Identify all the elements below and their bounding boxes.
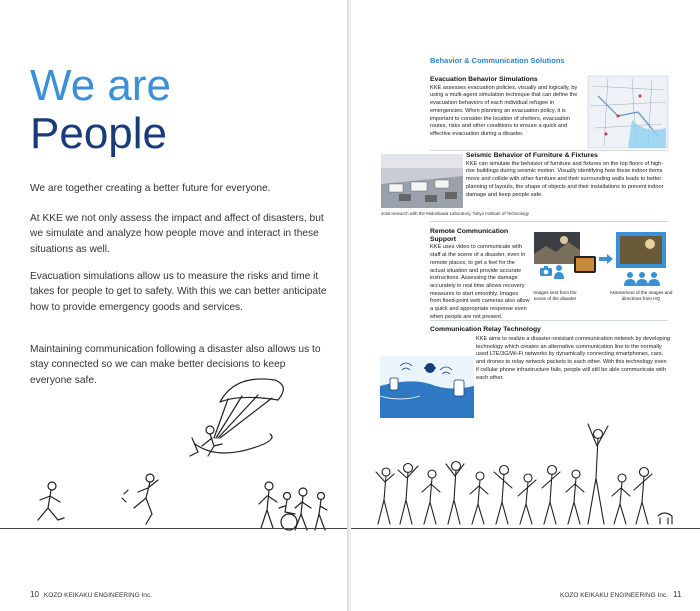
section-heading: Evacuation Behavior Simulations	[430, 76, 538, 83]
company-name: KOZO KEIKAKU ENGINEERING Inc.	[560, 592, 668, 599]
section-divider	[430, 320, 668, 321]
image-credit: Joint research with the Midorikawa Laboratory, Tokyo Institute of Technology	[381, 211, 529, 216]
arrow-right-icon	[599, 254, 613, 264]
section-heading: Communication Relay Technology	[430, 326, 541, 333]
camera-icon	[540, 266, 552, 276]
furniture-section	[466, 152, 670, 199]
page-number: 10	[30, 590, 39, 599]
page-number: 11	[673, 590, 682, 599]
ground-line	[0, 528, 349, 529]
title-line-2: People	[30, 109, 168, 158]
section-body: KKE uses video to communicate with staff at the scene of a disaster, even in remote places, to get a feel for the actual situation and provide accurate instructions. Assessing the damage accurately in real time allows recovery measures to start smoothly. Images from fixed-point web cameras also allow a quick and appropriate response even when people are not present.	[430, 244, 530, 320]
section-body: KKE assesses evacuation policies, visually and logically, by using a multi-agent simulation technique that can define the evacuation behaviors of each individual refugee in emergencies. When planning an evacuation policy, it is important to consider the location of shelters, evacuation routes, risks and other conditions to ensure a quick and effective evacuation during a disaster.	[430, 84, 578, 137]
page-title	[30, 62, 171, 158]
furniture-simulation-image	[381, 154, 463, 208]
body-paragraph: Maintaining communication following a disaster also allows us to stay connected so we can make better decisions to keep everyone safe.	[30, 344, 321, 386]
ground-line	[351, 528, 700, 529]
relay-network-diagram	[380, 356, 474, 418]
section-heading: Remote Communication Support	[430, 228, 509, 243]
company-name: KOZO KEIKAKU ENGINEERING Inc.	[43, 592, 152, 599]
page-footer	[30, 590, 152, 599]
section-title: Behavior & Communication Solutions	[430, 56, 565, 65]
hq-monitor-image	[616, 232, 666, 272]
evacuation-map-image	[588, 76, 668, 148]
crowd-illustration	[372, 420, 692, 530]
jumping-person-illustration	[120, 468, 170, 530]
tablet-image	[574, 256, 596, 273]
scene-caption: Images sent from the scene of the disaster	[533, 290, 577, 301]
person-icon	[554, 265, 564, 279]
paraglider-illustration	[180, 372, 310, 467]
hq-staff-icon	[624, 272, 660, 286]
section-divider	[430, 150, 668, 151]
running-person-illustration	[30, 480, 75, 530]
group-with-wheelchair-illustration	[255, 478, 340, 533]
section-body: KKE aims to realize a disaster-resistant communication network by developing technology which creates an alternative communication line to the normally used LTE/3G/Wi-Fi networks by dynamically connecting smartphones, cars, and drones to relay network packets to each other. With this technology even if cellular phone infrastructure fails, people will still be able communicate with each other.	[476, 336, 671, 381]
section-body: KKE can simulate the behavior of furniture and fixtures on the top floors of high-rise buildings during seismic motion. Visually identifying how these indoor items move and collide with other furniture and their surrounding walls leads to better planning of layouts, the shape of objects and their installations to prevent indoor damage and keep people safe.	[466, 160, 664, 198]
relay-technology-heading-block	[430, 326, 670, 335]
hq-caption: Assessment of the images and directions from HQ	[609, 290, 673, 301]
evacuation-section	[430, 76, 584, 139]
title-line-1: We are	[30, 61, 172, 110]
intro-paragraph: We are together creating a better future for everyone.	[30, 183, 271, 194]
section-heading: Seismic Behavior of Furniture & Fixtures	[466, 152, 598, 159]
section-divider	[430, 221, 668, 222]
page-footer	[560, 590, 686, 599]
remote-communication-section	[430, 228, 530, 321]
body-paragraph: Evacuation simulations allow us to measure the risks and time it takes for people to get to safety. With this we can better anticipate how to provide emergency goods and services.	[30, 271, 327, 313]
relay-technology-section	[476, 336, 670, 382]
left-page	[0, 0, 349, 611]
body-paragraph: At KKE we not only assess the impact and affect of disasters, but we simulate and analyze how people move and interact in these situations as well.	[30, 213, 324, 255]
